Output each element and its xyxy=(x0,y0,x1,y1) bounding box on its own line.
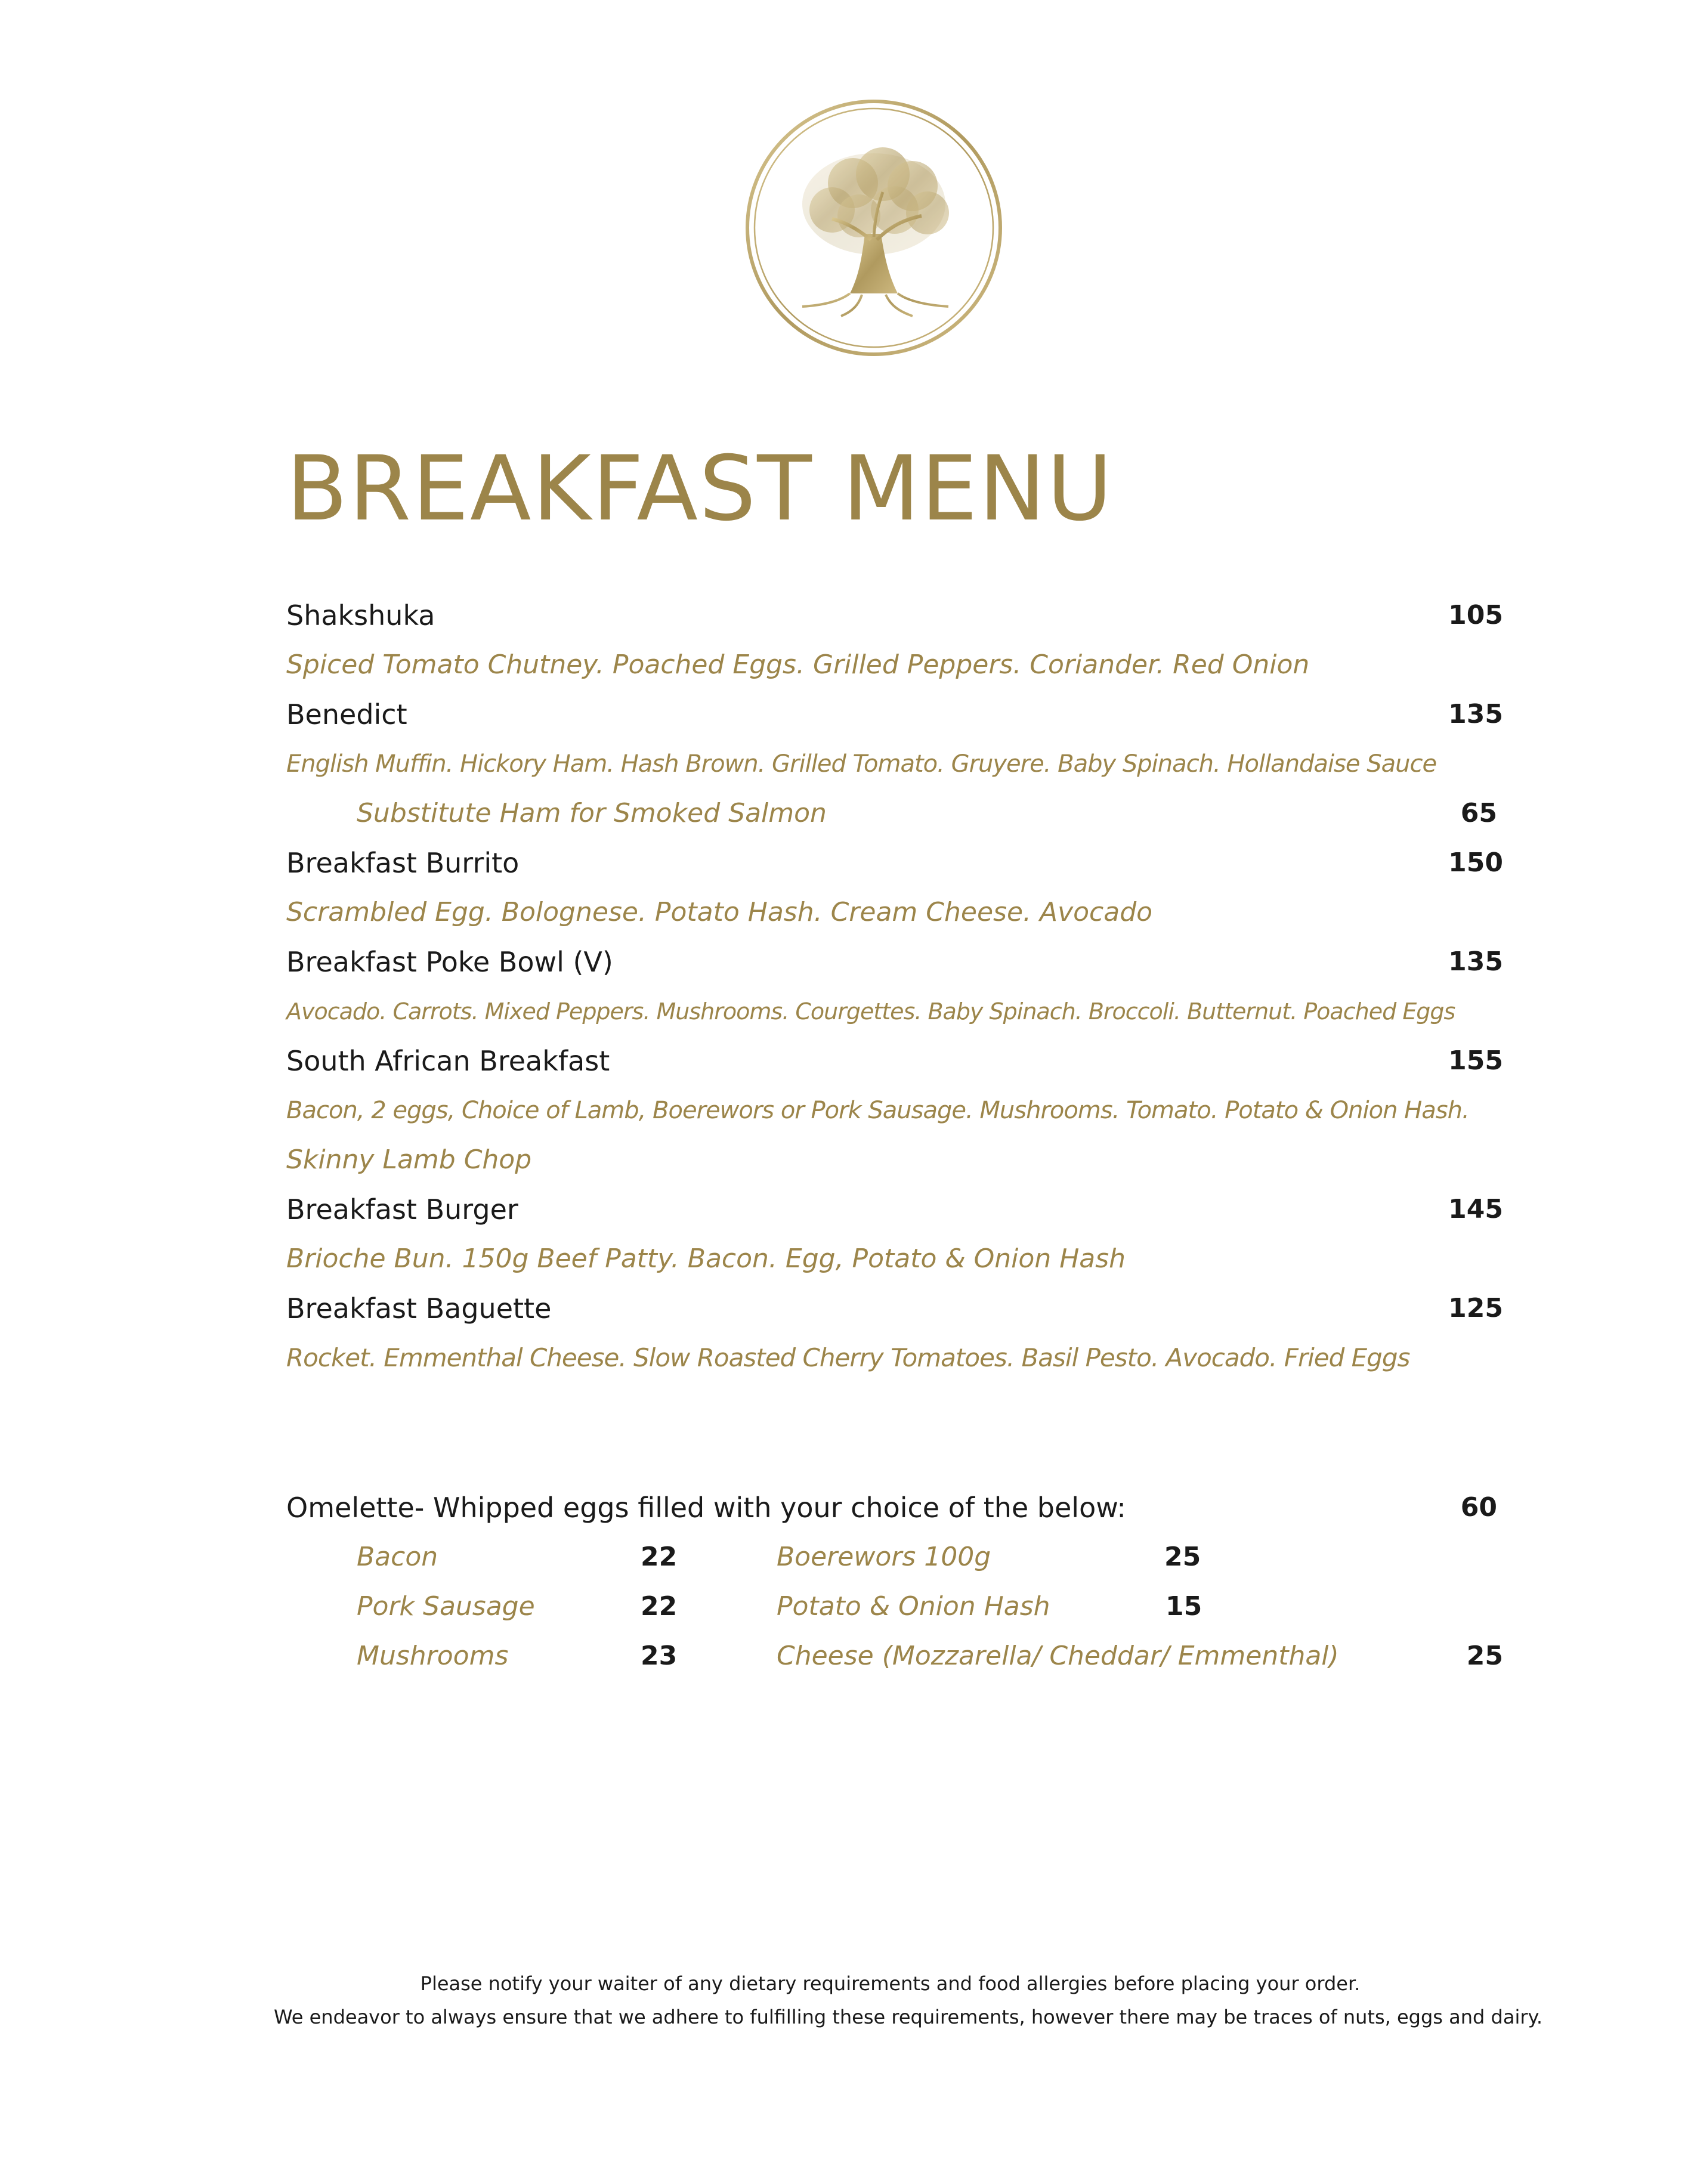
tree-logo xyxy=(743,97,1005,359)
menu-item-description-continued: Skinny Lamb Chop xyxy=(286,1144,532,1175)
omelette-extra-label: Cheese (Mozzarella/ Cheddar/ Emmenthal) xyxy=(777,1641,1339,1671)
menu-item-name: South African Breakfast xyxy=(286,1045,610,1077)
menu-item-row xyxy=(286,838,1503,888)
menu-item-description: Bacon, 2 eggs, Choice of Lamb, Boerewors or Pork Sausage. Mushrooms. Tomato. Potato & Onion Hash. xyxy=(286,1097,1469,1124)
menu-item-description-row xyxy=(286,1234,1503,1284)
menu-item-row xyxy=(286,1283,1503,1334)
menu-item-description-row xyxy=(286,739,1503,789)
menu-item-name: Breakfast Baguette xyxy=(286,1292,552,1325)
menu-item-row xyxy=(286,1184,1503,1235)
tree-in-circle-icon xyxy=(743,97,1005,359)
omelette-extra-price: 25 xyxy=(1164,1542,1201,1572)
menu-item-description-row xyxy=(286,1135,1503,1185)
omelette-extra-label: Boerewors 100g xyxy=(777,1542,991,1572)
omelette-row xyxy=(286,1483,1503,1533)
omelette-extra-price: 22 xyxy=(641,1591,678,1622)
omelette-extra xyxy=(777,1582,1503,1632)
menu-item-description-row xyxy=(286,887,1503,938)
menu-item-price: 145 xyxy=(1448,1194,1503,1224)
menu-item-price: 135 xyxy=(1448,946,1503,977)
omelette-extra-label: Mushrooms xyxy=(357,1641,509,1671)
footer-line-1: Please notify your waiter of any dietary requirements and food allergies before placing your order. xyxy=(420,1972,1361,1995)
footer-notice xyxy=(0,1967,1691,2034)
menu-item-description: Spiced Tomato Chutney. Poached Eggs. Grilled Peppers. Coriander. Red Onion xyxy=(286,649,1310,680)
menu-item-row xyxy=(286,590,1503,641)
menu-item-price: 125 xyxy=(1448,1293,1503,1323)
omelette-extra-label: Pork Sausage xyxy=(357,1591,535,1622)
menu-item-description: Brioche Bun. 150g Beef Patty. Bacon. Egg, Potato & Onion Hash xyxy=(286,1243,1126,1274)
menu-item-addon-row xyxy=(286,788,1503,839)
menu-item-description: Scrambled Egg. Bolognese. Potato Hash. Cream Cheese. Avocado xyxy=(286,897,1153,927)
menu-item-row xyxy=(286,689,1503,740)
footer-line-2: We endeavor to always ensure that we adhere to fulfilling these requirements, however there may be traces of nuts, eggs and dairy. xyxy=(273,2006,1543,2028)
menu-item-description-row xyxy=(286,640,1503,690)
menu-item-description-row xyxy=(286,986,1503,1037)
menu-item-price: 155 xyxy=(1448,1045,1503,1076)
menu-item-name: Shakshuka xyxy=(286,599,435,632)
omelette-extra-price: 25 xyxy=(1466,1641,1503,1671)
menu-item-name: Breakfast Burger xyxy=(286,1193,518,1226)
omelette-name: Omelette- Whipped eggs filled with your choice of the below: xyxy=(286,1492,1126,1524)
omelette-extra-price: 15 xyxy=(1166,1591,1202,1622)
omelette-price: 60 xyxy=(1460,1492,1497,1523)
menu-item-price: 135 xyxy=(1448,699,1503,729)
page-title: BREAKFAST MENU xyxy=(286,437,1114,541)
omelette-extra xyxy=(777,1532,1503,1582)
menu-item-description-row xyxy=(286,1085,1503,1136)
omelette-extra xyxy=(357,1532,679,1582)
menu-item-name: Benedict xyxy=(286,698,407,731)
omelette-extra xyxy=(357,1631,679,1681)
menu-item-description: English Muffin. Hickory Ham. Hash Brown. Grilled Tomato. Gruyere. Baby Spinach. Hollandaise Sauce xyxy=(286,750,1437,778)
omelette-extra-price: 23 xyxy=(641,1641,678,1671)
omelette-extra-label: Potato & Onion Hash xyxy=(777,1591,1050,1622)
menu-item-name: Breakfast Burrito xyxy=(286,847,520,879)
menu-item-price: 150 xyxy=(1448,847,1503,878)
menu-item-description: Rocket. Emmenthal Cheese. Slow Roasted Cherry Tomatoes. Basil Pesto. Avocado. Fried Eggs xyxy=(286,1343,1410,1372)
menu-item-row xyxy=(286,937,1503,987)
menu-item-addon-label: Substitute Ham for Smoked Salmon xyxy=(357,798,827,828)
omelette-extra-price: 22 xyxy=(641,1542,678,1572)
menu-item-row xyxy=(286,1036,1503,1086)
menu-item-price: 105 xyxy=(1448,600,1503,630)
omelette-extra xyxy=(777,1631,1503,1681)
omelette-extra xyxy=(357,1582,679,1632)
menu-item-description-row xyxy=(286,1333,1503,1383)
menu-item-addon-price: 65 xyxy=(1460,798,1497,828)
omelette-extra-label: Bacon xyxy=(357,1542,438,1572)
menu-item-name: Breakfast Poke Bowl (V) xyxy=(286,946,613,978)
menu-item-description: Avocado. Carrots. Mixed Peppers. Mushrooms. Courgettes. Baby Spinach. Broccoli. Butternut. Poached Eggs xyxy=(286,998,1455,1025)
